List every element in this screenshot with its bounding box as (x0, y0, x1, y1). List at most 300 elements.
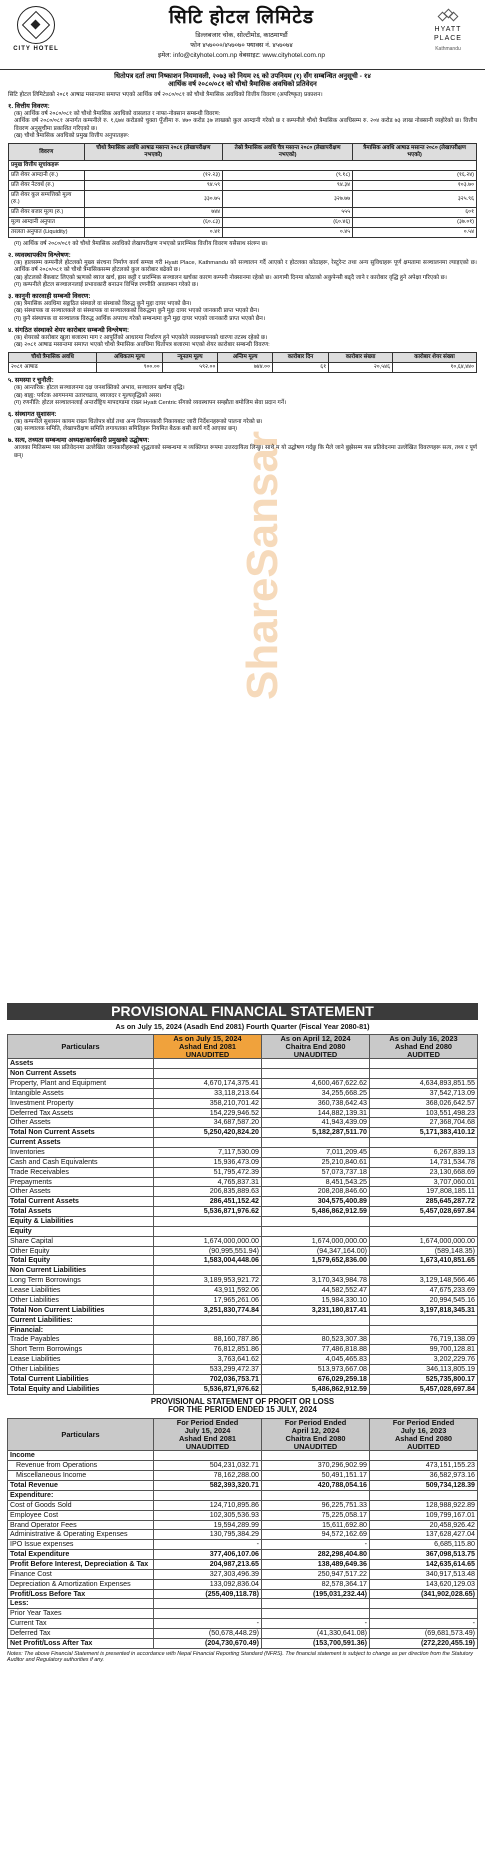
row-value (370, 1315, 478, 1325)
company-address: डिल्लबजार चोक, सोल्टीमोड, काठमाण्डौं (195, 31, 288, 39)
profit-loss-title (0, 1398, 485, 1416)
col-date: As on July 15, 2024 (173, 1034, 242, 1043)
col-line: Ashad End 2081 (178, 1433, 237, 1443)
statement-note: Notes: The above Financial Statement is presented in accordance with Nepal Financial Reporting Standard (NFRS). The financial statement is subject to change as per direction from the Statutory Auditor and Regulatory authorities if any. (7, 1650, 473, 1663)
row-label: Deferred Tax Assets (8, 1108, 154, 1118)
ratio-value: (१२.२३) (84, 171, 223, 181)
col-line: Ashad End 2080 (394, 1433, 453, 1443)
table-row (8, 1167, 478, 1177)
table-row (8, 1569, 478, 1579)
ratio-value: ९४.५९ (84, 181, 223, 191)
section-declaration-heading: ७. सत्य, तथ्यता सम्बन्धमा अध्यक्ष/कार्यकारी प्रमुखको उद्घोषण: (8, 437, 150, 445)
table-row (8, 1177, 478, 1187)
row-value: 377,406,107.06 (154, 1550, 262, 1560)
row-value (262, 1226, 370, 1236)
row-label: Expenditure: (8, 1490, 154, 1500)
statement-banner: PROVISIONAL FINANCIAL STATEMENT (7, 1003, 478, 1020)
table-row (8, 1481, 478, 1491)
col-line: July 16, 2023 (400, 1426, 447, 1436)
row-value: 20,994,545.16 (370, 1295, 478, 1305)
company-name: सिटि होटल लिमिटेड (168, 7, 315, 28)
pl-title-1: PROVISIONAL STATEMENT OF PROFIT OR LOSS (150, 1396, 335, 1406)
row-value: 82,578,364.17 (262, 1579, 370, 1589)
row-value: 5,250,420,824.20 (154, 1128, 262, 1138)
hyatt-sub: PLACE (434, 34, 462, 42)
row-value: 76,812,851.86 (154, 1345, 262, 1355)
row-value: (50,678,448.29) (154, 1628, 262, 1638)
table-row (8, 1550, 478, 1560)
section-financial-c: (ग) आर्थिक वर्ष २०८०/०८१ को चौथो त्रैमासिक अवधिको लेखापरीक्षण नभएको प्रारम्भिक वित्तीय विवरण यसैसाथ संलग्न छ। (14, 240, 268, 247)
row-value: 47,675,233.69 (370, 1286, 478, 1296)
row-value: 206,835,889.63 (154, 1187, 262, 1197)
row-label: Miscellaneous Income (8, 1471, 154, 1481)
col-period: Ashad End 2081 (178, 1041, 237, 1051)
row-label: Prepayments (8, 1177, 154, 1187)
col-period: Chaitra End 2080 (285, 1041, 346, 1051)
table-row (8, 1345, 478, 1355)
row-value: 197,808,185.11 (370, 1187, 478, 1197)
row-value: 327,303,496.39 (154, 1569, 262, 1579)
col-line: July 15, 2024 (184, 1426, 231, 1436)
table-row (8, 1335, 478, 1345)
row-label: Equity (8, 1226, 154, 1236)
row-label: Cash and Cash Equivalents (8, 1157, 154, 1167)
row-value: 76,719,138.09 (370, 1335, 478, 1345)
table-row (8, 1325, 478, 1335)
row-value (370, 1599, 478, 1609)
col-date: As on July 16, 2023 (389, 1034, 458, 1043)
table-row (8, 1384, 478, 1394)
row-value: (41,330,641.08) (262, 1628, 370, 1638)
section-legal-heading: ३. कानुनी कारवाही सम्बन्धी विवरण: (8, 293, 91, 301)
ratio-label: मूल्य आम्दानी अनुपात (9, 218, 85, 228)
row-value: (94,347,164.00) (262, 1246, 370, 1256)
row-value: 346,113,805.19 (370, 1364, 478, 1374)
ratio-header: तेस्रो त्रैमासिक अवधि चैत्र मसान्त २०८० (लेखापरीक्षण नभएको) (223, 144, 353, 161)
row-value: 80,523,307.38 (262, 1335, 370, 1345)
row-label: Other Liabilities (8, 1364, 154, 1374)
row-value: 420,788,054.16 (262, 1481, 370, 1491)
col-date: As on April 12, 2024 (280, 1034, 351, 1043)
table-row (9, 218, 477, 228)
row-value (154, 1325, 262, 1335)
row-label: IPO Issue expenses (8, 1540, 154, 1550)
row-value: 124,710,895.86 (154, 1500, 262, 1510)
row-value: 20,458,926.42 (370, 1520, 478, 1530)
section-governance-heading: ६. संस्थागत सुशासन: (8, 411, 57, 418)
row-value: (272,220,455.19) (370, 1638, 478, 1648)
row-value: 1,579,652,836.00 (262, 1256, 370, 1266)
row-label: Other Assets (8, 1187, 154, 1197)
row-label: Total Expenditure (8, 1550, 154, 1560)
row-value: 504,231,032.71 (154, 1461, 262, 1471)
row-value: 133,092,836.04 (154, 1579, 262, 1589)
row-label: Total Equity and Liabilities (8, 1384, 154, 1394)
row-label: Short Term Borrowings (8, 1345, 154, 1355)
row-value: 3,202,229.76 (370, 1355, 478, 1365)
table-row (8, 1609, 478, 1619)
row-value: 27,368,704.68 (370, 1118, 478, 1128)
row-value: 4,765,837.31 (154, 1177, 262, 1187)
row-value (262, 1138, 370, 1148)
row-value: 3,763,641.62 (154, 1355, 262, 1365)
row-value (370, 1266, 478, 1276)
row-value: - (262, 1540, 370, 1550)
row-label: Investment Property (8, 1098, 154, 1108)
row-label: Depreciation & Amortization Expenses (8, 1579, 154, 1589)
company-phone: फोन ४५७०००/४५७०७० फ्याक्स नं. ४५७०७४ (190, 41, 293, 49)
row-value: 513,973,667.08 (262, 1364, 370, 1374)
balance-sheet-table (7, 1034, 478, 1395)
row-label: Intangible Assets (8, 1088, 154, 1098)
row-value: - (370, 1619, 478, 1629)
row-value: 340,917,513.48 (370, 1569, 478, 1579)
row-value: 367,098,513.75 (370, 1550, 478, 1560)
row-value (154, 1059, 262, 1069)
row-label: Trade Receivables (8, 1167, 154, 1177)
row-value: 23,130,668.69 (370, 1167, 478, 1177)
ratio-label: प्रति शेयर नेटवर्थ (रु.) (9, 181, 85, 191)
row-value: 78,162,288.00 (154, 1471, 262, 1481)
col-particulars: Particulars (8, 1035, 154, 1059)
row-label: Net Profit/Loss After Tax (8, 1638, 154, 1648)
share-header: अधिकतम मूल्य (97, 353, 163, 363)
section-financial-a: (क) आर्थिक वर्ष २०८०/०८१ को चौथो त्रैमासिक अवधिको वासलात र नाफा-नोक्सान सम्बन्धी विवरण: (14, 111, 221, 118)
table-row (8, 1599, 478, 1609)
row-label: Trade Payables (8, 1335, 154, 1345)
table-row (8, 1628, 478, 1638)
table-row (8, 1520, 478, 1530)
share-header: चौथो त्रैमासिक अवधि (9, 353, 97, 363)
ratio-header: त्रैमासिक अवधि आषाढ मसान्त २०८० (लेखापरीक्षण भएको) (353, 144, 477, 161)
row-value (262, 1451, 370, 1461)
row-value: 282,298,404.80 (262, 1550, 370, 1560)
row-label: Assets (8, 1059, 154, 1069)
row-value: 286,451,152.42 (154, 1197, 262, 1207)
ratio-label: प्रति शेयर आम्दानी (रु.) (9, 171, 85, 181)
table-row (8, 1079, 478, 1089)
row-value: 4,600,467,622.62 (262, 1079, 370, 1089)
table-row (9, 228, 477, 238)
table-row (9, 191, 477, 208)
ratio-value: ०.४१ (84, 228, 223, 238)
table-row (8, 1246, 478, 1256)
city-hotel-logo (6, 4, 66, 54)
row-label: Administrative & Operating Expenses (8, 1530, 154, 1540)
table-row (8, 1069, 478, 1079)
section-problems-a: (क) आन्तरिक: होटल सञ्चालनमा दक्ष जनशक्तिको अभाव, सञ्चालन खर्चमा वृद्धि। (14, 385, 185, 392)
row-value: 36,582,973.16 (370, 1471, 478, 1481)
row-value: 3,170,343,984.78 (262, 1276, 370, 1286)
row-value: - (154, 1619, 262, 1629)
hyatt-brand: HYATT (434, 26, 462, 33)
row-value: 5,536,871,976.62 (154, 1207, 262, 1217)
hyatt-place-logo (417, 4, 479, 52)
table-row (8, 1266, 478, 1276)
section-governance-b: (ख) सञ्चालक समिति, लेखापरीक्षण समिति लगायतका समितिहरू नियमित बैठक बसी कार्य गर्दै आएका छन्। (14, 426, 238, 433)
row-label: Current Tax (8, 1619, 154, 1629)
row-value: 208,208,846.60 (262, 1187, 370, 1197)
share-header: कारोबार शेयर संख्या (393, 353, 477, 363)
row-value: 14,731,534.78 (370, 1157, 478, 1167)
row-value: 8,451,543.25 (262, 1177, 370, 1187)
table-row (8, 1088, 478, 1098)
table-row (8, 1148, 478, 1158)
row-value: 25,210,840.61 (262, 1157, 370, 1167)
row-value: 154,229,946.52 (154, 1108, 262, 1118)
row-label: Other Liabilities (8, 1295, 154, 1305)
row-label: Total Current Assets (8, 1197, 154, 1207)
row-value: 143,620,129.03 (370, 1579, 478, 1589)
table-row (8, 1619, 478, 1629)
pl-title-2: FOR THE PERIOD ENDED 15 JULY, 2024 (168, 1405, 317, 1415)
row-value: 676,029,259.18 (262, 1374, 370, 1384)
row-value: 368,026,642.57 (370, 1098, 478, 1108)
row-label: Less: (8, 1599, 154, 1609)
table-row (8, 1305, 478, 1315)
row-value: (153,700,591.36) (262, 1638, 370, 1648)
statement-subtitle: As on July 15, 2024 (Asadh End 2081) Fourth Quarter (Fiscal Year 2080-81) (115, 1022, 370, 1031)
share-cell: ५९२.०० (162, 363, 218, 373)
row-value: 509,734,128.39 (370, 1481, 478, 1491)
row-label: Share Capital (8, 1236, 154, 1246)
row-value: 1,674,000,000.00 (154, 1236, 262, 1246)
row-label: Lease Liabilities (8, 1355, 154, 1365)
row-label: Total Current Liabilities (8, 1374, 154, 1384)
row-label: Current Assets (8, 1138, 154, 1148)
row-value: 304,575,400.89 (262, 1197, 370, 1207)
letterhead (0, 0, 485, 70)
row-label: Deferred Tax (8, 1628, 154, 1638)
share-cell: १०,६४,४४० (393, 363, 477, 373)
ratio-header: चौथो त्रैमासिक अवधि आषाढ मसान्त २०८१ (लेखापरीक्षण नभएको) (84, 144, 223, 161)
row-value: 88,160,787.86 (154, 1335, 262, 1345)
row-value (262, 1059, 370, 1069)
row-value (262, 1599, 370, 1609)
row-value: 1,583,004,448.06 (154, 1256, 262, 1266)
col-audit-status: UNAUDITED (185, 1049, 230, 1059)
row-value: 103,551,498.23 (370, 1108, 478, 1118)
ratio-value: १०३.७० (353, 181, 477, 191)
hyatt-diamond-icon (438, 10, 458, 24)
row-value (262, 1217, 370, 1227)
financial-statements (0, 1003, 485, 1663)
row-value: 582,393,320.71 (154, 1481, 262, 1491)
row-value: 3,231,180,817.41 (262, 1305, 370, 1315)
ratio-table (8, 143, 477, 238)
row-value: 702,036,753.71 (154, 1374, 262, 1384)
share-cell: ६१ (272, 363, 328, 373)
row-value (370, 1451, 478, 1461)
table-row (8, 1128, 478, 1138)
row-value: 1,674,000,000.00 (262, 1236, 370, 1246)
col-current-period (154, 1035, 262, 1059)
col-prior-year (370, 1419, 478, 1451)
table-row (8, 1059, 478, 1069)
row-label: Total Non Current Assets (8, 1128, 154, 1138)
row-value: 50,491,151.17 (262, 1471, 370, 1481)
section-financial-a-text: आर्थिक वर्ष २०८०/०८१ अन्तर्गत कम्पनीले रु. १,६७४ करोडको चुक्ता पूँजीमा रु. ४७० करोड ३७ लाखको कुल आम्दानी गरेको छ र कम्पनीले चौथो त्रैमासिक अवधिसम्म रु. २०४ करोड ७३ लाख नोक्सानी व्यहोरेको छ। वित्तीय विवरण अनुसूचीमा प्रकाशित गरिएको छ। (14, 118, 477, 132)
row-value (370, 1226, 478, 1236)
row-value: 285,645,287.72 (370, 1197, 478, 1207)
row-value: 102,305,536.93 (154, 1510, 262, 1520)
row-value: 3,129,148,566.46 (370, 1276, 478, 1286)
ratio-value: (३७.०१) (353, 218, 477, 228)
row-value: (204,730,670.49) (154, 1638, 262, 1648)
city-hotel-logo-text: CITY HOTEL (13, 46, 59, 52)
col-audit-status: UNAUDITED (293, 1049, 338, 1059)
row-label: Total Assets (8, 1207, 154, 1217)
row-value: 99,700,128.81 (370, 1345, 478, 1355)
row-value: 5,171,383,410.12 (370, 1128, 478, 1138)
table-row (8, 1451, 478, 1461)
hyatt-city: Kathmandu (435, 45, 461, 52)
table-row (8, 1589, 478, 1599)
col-audit-status: AUDITED (407, 1049, 440, 1059)
table-row (8, 1207, 478, 1217)
table-row (8, 1157, 478, 1167)
row-value: 4,045,465.83 (262, 1355, 370, 1365)
report-title-1: धितोपत्र दर्ता तथा निष्काशन नियमावली, २०७३ को नियम २६ को उपनियम (१) सँग सम्बन्धित अनुसूची - १४ (114, 73, 371, 80)
row-value: 3,197,818,345.31 (370, 1305, 478, 1315)
row-value: 5,536,871,976.62 (154, 1384, 262, 1394)
row-value (370, 1138, 478, 1148)
share-header: कारोबार संख्या (329, 353, 393, 363)
col-line: For Period Ended (284, 1418, 347, 1428)
section-problems-b: (ख) बाह्य: पर्यटक आगमनमा उतारचढाव, ब्याजदर र मूल्यवृद्धिको असर। (14, 392, 162, 399)
row-value: 130,795,384.29 (154, 1530, 262, 1540)
table-row (9, 363, 477, 373)
row-label: Total Revenue (8, 1481, 154, 1491)
col-prior-quarter (262, 1035, 370, 1059)
col-current-period (154, 1419, 262, 1451)
row-value: 137,628,427.04 (370, 1530, 478, 1540)
row-value: (195,031,232.44) (262, 1589, 370, 1599)
ratio-value: ३२५.९६ (353, 191, 477, 208)
row-value: 77,486,818.88 (262, 1345, 370, 1355)
section-management-heading: २. व्यवस्थापकीय विश्लेषण: (8, 252, 71, 260)
table-row (8, 1118, 478, 1128)
share-cell: २०,५४६ (329, 363, 393, 373)
row-value: 5,486,862,912.59 (262, 1207, 370, 1217)
row-value: (341,902,028.65) (370, 1589, 478, 1599)
share-cell: २०८१ आषाढ (9, 363, 97, 373)
row-value: 473,151,155.23 (370, 1461, 478, 1471)
row-value (154, 1609, 262, 1619)
col-period: Ashad End 2080 (394, 1041, 453, 1051)
row-value: 1,674,000,000.00 (370, 1236, 478, 1246)
table-row (8, 1638, 478, 1648)
row-value: 5,457,028,697.84 (370, 1207, 478, 1217)
row-value: 43,911,592.06 (154, 1286, 262, 1296)
row-label: Current Liabilities: (8, 1315, 154, 1325)
row-value: 6,267,839.13 (370, 1148, 478, 1158)
row-value (370, 1490, 478, 1500)
col-prior-quarter (262, 1419, 370, 1451)
table-row (8, 1471, 478, 1481)
share-trading-table (8, 352, 477, 373)
table-row (8, 1276, 478, 1286)
row-value (262, 1069, 370, 1079)
table-row (8, 1500, 478, 1510)
row-label: Revenue from Operations (8, 1461, 154, 1471)
row-value: 15,984,330.10 (262, 1295, 370, 1305)
col-prior-year (370, 1035, 478, 1059)
row-value (154, 1451, 262, 1461)
section-share-a: (क) शेयरको कारोबार खुला बजारमा माग र आपूर्तिको आधारमा निर्धारण हुने भएकोले व्यवस्थापनको धारणा तटस्थ रहेको छ। (14, 334, 268, 341)
section-financial-heading: १. वित्तीय विवरण: (8, 103, 50, 111)
ratio-value: ७४४ (84, 208, 223, 218)
quarterly-report-nepali (0, 70, 485, 1003)
table-row (8, 1315, 478, 1325)
row-label: Other Assets (8, 1118, 154, 1128)
row-value: 358,210,701.42 (154, 1098, 262, 1108)
row-value (370, 1059, 478, 1069)
ratio-value: (६०.८३) (84, 218, 223, 228)
row-value: 4,670,174,375.41 (154, 1079, 262, 1089)
company-contact: इमेल: info@cityhotel.com.np वेबसाइट: www.cityhotel.com.np (158, 52, 325, 59)
share-header: कारोबार दिन (272, 353, 328, 363)
section-declaration-text: आजका मितिसम्म यस प्रतिवेदनमा उल्लेखित जानकारीहरूको शुद्धताको सम्बन्धमा म व्यक्तिगत रूपमा उत्तरदायित्व लिन्छु। साथै म यो उद्घोषण गर्दछु कि मैले जाने बुझेसम्म यस प्रतिवेदनमा उल्लेखित विवरणहरू सत्य, तथ्य र पूर्ण छन्। (14, 445, 477, 459)
col-line: For Period Ended (176, 1418, 239, 1428)
table-row (8, 1217, 478, 1227)
table-row (8, 1197, 478, 1207)
row-value: (90,995,551.94) (154, 1246, 262, 1256)
table-row (8, 1108, 478, 1118)
row-value: 33,118,213.64 (154, 1088, 262, 1098)
row-value: 142,635,614.65 (370, 1559, 478, 1569)
share-cell: ९००.०० (97, 363, 163, 373)
share-header: न्यूनतम मूल्य (162, 353, 218, 363)
table-row (8, 1098, 478, 1108)
row-value: 144,882,139.31 (262, 1108, 370, 1118)
row-value (262, 1315, 370, 1325)
section-legal-c: (ग) कुनै संस्थापक वा सञ्चालक विरुद्ध आर्थिक अपराध गरेको सम्बन्धमा कुनै मुद्दा दायर भएको जानकारी प्राप्त भएको छैन। (14, 315, 266, 322)
row-label: Lease Liabilities (8, 1286, 154, 1296)
row-label: Property, Plant and Equipment (8, 1079, 154, 1089)
row-value (154, 1490, 262, 1500)
row-value: 1,673,410,851.65 (370, 1256, 478, 1266)
row-label: Finance Cost (8, 1569, 154, 1579)
row-value: 15,936,473.09 (154, 1157, 262, 1167)
row-value: 19,594,289.99 (154, 1520, 262, 1530)
share-cell: ७४४.०० (218, 363, 273, 373)
row-value (154, 1599, 262, 1609)
table-row (8, 1461, 478, 1471)
row-label: Financial: (8, 1325, 154, 1335)
row-label: Non Current Liabilities (8, 1266, 154, 1276)
section-governance-a: (क) कम्पनीले सुशासन कायम राख्न धितोपत्र बोर्ड तथा अन्य नियमनकारी निकायबाट जारी निर्देशनहरूको पालना गरेको छ। (14, 419, 263, 425)
row-value (154, 1138, 262, 1148)
table-row (8, 1355, 478, 1365)
table-row (8, 1579, 478, 1589)
share-header: अन्तिम मूल्य (218, 353, 273, 363)
section-share-heading: ४. संगठित संस्थाको शेयर कारोबार सम्बन्धी विश्लेषण: (8, 326, 130, 334)
ratio-value: ०.४५ (223, 228, 353, 238)
row-label: Employee Cost (8, 1510, 154, 1520)
row-value (154, 1217, 262, 1227)
row-value: (589,148.35) (370, 1246, 478, 1256)
row-value: 3,707,060.01 (370, 1177, 478, 1187)
ratio-value: (९.१८) (223, 171, 353, 181)
table-row (8, 1286, 478, 1296)
ratio-label: तरलता अनुपात (Liquidity) (9, 228, 85, 238)
row-value: 94,572,162.69 (262, 1530, 370, 1540)
row-label: Equity & Liabilities (8, 1217, 154, 1227)
section-management-a: (क) हालसम्म कम्पनीले होटलको मुख्य संरचना निर्माण कार्य सम्पन्न गरी Hyatt Place, Kathmandu को सञ्चालन गर्दै आएको र होटलका कोठाहरू, रेस्टुरेन्ट तथा अन्य सुविधाहरू पूर्ण क्षमतामा सञ्चालनमा ल्याइएको छ। आर्थिक वर्ष २०८०/०८१ को चौथो त्रैमासिकसम्म होटलको कुल कारोबार बढेको छ। (14, 260, 477, 274)
ratio-value: ५५५ (223, 208, 353, 218)
row-label: Total Non Current Liabilities (8, 1305, 154, 1315)
